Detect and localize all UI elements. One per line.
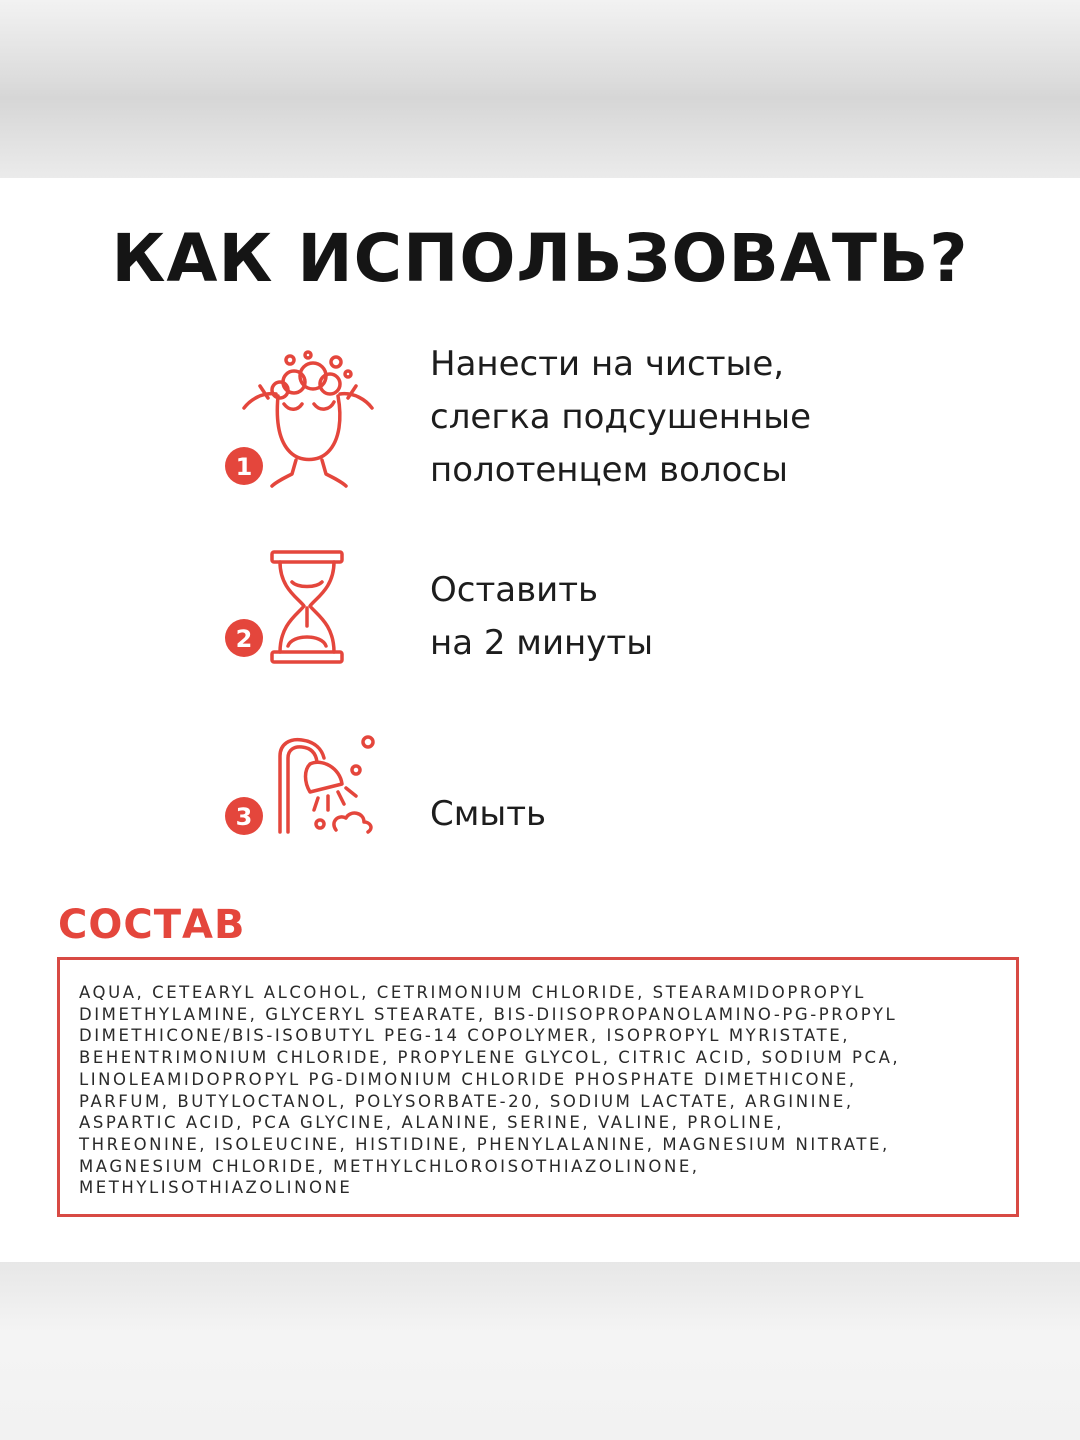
shower-icon xyxy=(218,732,388,872)
step-text: Оставить на 2 минуты xyxy=(430,570,654,663)
ingredients-box xyxy=(57,957,1019,1217)
step-number: 3 xyxy=(235,803,253,831)
washing-hair-icon xyxy=(218,348,388,488)
step-number: 1 xyxy=(235,453,253,481)
blurred-background-top xyxy=(0,0,1080,178)
blurred-background-bottom xyxy=(0,1262,1080,1440)
step-text: Смыть xyxy=(430,794,547,834)
step-text: Нанести на чистые, слегка подсушенные полотенцем волосы xyxy=(430,344,811,490)
page-title: КАК ИСПОЛЬЗОВАТЬ? xyxy=(111,220,969,297)
ingredients-text: AQUA, CETEARYL ALCOHOL, CETRIMONIUM CHLORIDE, STEARAMIDOPROPYL DIMETHYLAMINE, GLYCERYL STEARATE, BIS-DIISOPROPANOLAMINO-PG-PROPYL DIMETHICONE/BIS-ISOBUTYL PEG-14 COPOLYMER, ISOPROPYL MYRISTATE, BEHENTRIMONIUM CHLORIDE, PROPYLENE GLYCOL, CITRIC ACID, SODIUM PCA, LINOLEAMIDOPROPYL PG-DIMONIUM CHLORIDE PHOSPHATE DIMETHICONE, PARFUM, BUTYLOCTANOL, POLYSORBATE-20, SODIUM LACTATE, ARGININE, ASPARTIC ACID, PCA GLYCINE, ALANINE, SERINE, VALINE, PROLINE, THREONINE, ISOLEUCINE, HISTIDINE, PHENYLALANINE, MAGNESIUM NITRATE, MAGNESIUM CHLORIDE, METHYLCHLOROISOTHIAZOLINONE, METHYLISOTHIAZOLINONE xyxy=(79,983,901,1198)
composition-title: СОСТАВ xyxy=(58,902,246,948)
hourglass-icon xyxy=(218,548,388,688)
step-number: 2 xyxy=(235,625,253,653)
